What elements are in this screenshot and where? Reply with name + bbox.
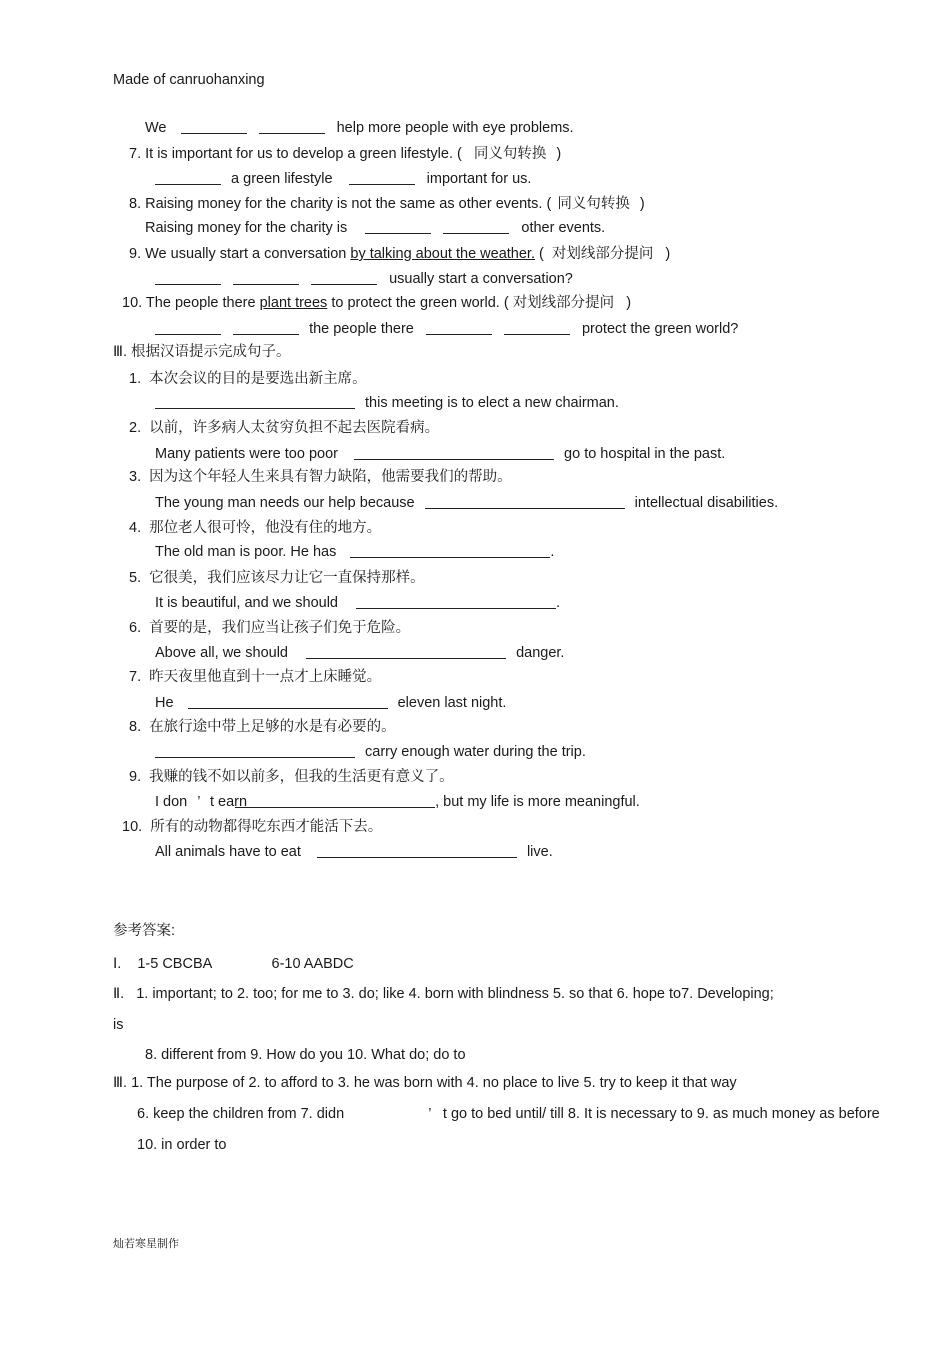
q10-close: ) <box>626 295 632 311</box>
answer-blank[interactable] <box>365 219 431 234</box>
item-zh: 因为这个年轻人生来具有智力缺陷，他需要我们的帮助。 <box>149 469 512 485</box>
answer-blank[interactable] <box>443 219 509 234</box>
s3-item6-en <box>155 644 564 662</box>
answers-text: t go to bed until/ till 8. It is necessary to 9. as much money as before <box>442 1106 880 1122</box>
s3-item10-zh <box>122 818 382 836</box>
item-pre: It is beautiful, and we should <box>155 595 338 611</box>
answer-blank[interactable] <box>356 594 556 609</box>
s3-item4-en <box>155 543 554 561</box>
s3-item9-en <box>155 793 640 811</box>
item-pre: I don <box>155 794 188 810</box>
item-zh: 那位老人很可怜，他没有住的地方。 <box>149 520 382 536</box>
item-post: danger. <box>516 645 565 661</box>
q8-text: 8. Raising money for the charity is not the same as other events. ( <box>129 196 552 212</box>
answer-blank[interactable] <box>155 743 355 758</box>
item-pre: All animals have to eat <box>155 844 301 860</box>
answers-heading: 参考答案: <box>113 923 176 939</box>
answers-text: 1-5 CBCBA <box>137 956 212 972</box>
answers-label: Ⅱ. <box>113 986 125 1002</box>
s3-item8-zh <box>129 718 396 736</box>
q10-pre: 10. The people there <box>122 295 260 311</box>
answers-text: 1. The purpose of 2. to afford to 3. he was born with 4. no place to live 5. try to keep it that way <box>131 1075 737 1091</box>
q7-note: 同义句转换 <box>473 146 547 162</box>
q10-line2 <box>155 320 738 338</box>
item-num: 5. <box>129 570 142 586</box>
answers-label: Ⅰ. <box>113 956 122 972</box>
q9-line2 <box>155 270 573 288</box>
s3-item7-en <box>155 694 506 712</box>
item-num: 8. <box>129 719 142 735</box>
item-zh: 我赚的钱不如以前多，但我的生活更有意义了。 <box>149 769 454 785</box>
answer-blank[interactable] <box>311 270 377 285</box>
q10-line2-mid: the people there <box>309 321 414 337</box>
s3-item3-zh <box>129 468 512 486</box>
q8-note: 同义句转换 <box>557 196 630 212</box>
answer-blank[interactable] <box>259 119 325 134</box>
answers-row3-line3: 10. in order to <box>137 1137 227 1153</box>
item-pre: Many patients were too poor <box>155 446 338 462</box>
s3-item1-zh <box>129 370 367 388</box>
item-num: 3. <box>129 469 142 485</box>
s3-item2-en <box>155 445 725 463</box>
item-num: 6. <box>129 620 142 636</box>
q10-post: to protect the green world. ( <box>327 295 509 311</box>
item-num: 4. <box>129 520 142 536</box>
answer-blank[interactable] <box>354 445 554 460</box>
answer-blank[interactable] <box>317 843 517 858</box>
answer-blank[interactable] <box>425 494 625 509</box>
answers-row2-cont: is <box>113 1017 124 1033</box>
q8-close: ) <box>639 196 645 212</box>
item-zh: 它很美，我们应该尽力让它一直保持那样。 <box>149 570 425 586</box>
item-post: eleven last night. <box>397 695 507 711</box>
item-post: . <box>556 595 561 611</box>
q9-close: ) <box>665 246 671 262</box>
section3-heading: Ⅲ. 根据汉语提示完成句子。 <box>113 344 291 360</box>
item-zh: 昨天夜里他直到十一点才上床睡觉。 <box>149 669 382 685</box>
q8-line2-pre: Raising money for the charity is <box>145 220 348 236</box>
item-pre2: t earn <box>210 794 248 810</box>
answers-text: 1. important; to 2. too; for me to 3. do; like 4. born with blindness 5. so that 6. hope to7. Developing; <box>136 986 774 1002</box>
s3-item5-en <box>155 594 560 612</box>
answer-blank[interactable] <box>155 320 221 335</box>
answers-row3-line2 <box>137 1105 880 1123</box>
s3-item3-en <box>155 494 778 512</box>
answers-row1 <box>113 955 354 973</box>
q7-line1 <box>129 145 561 163</box>
q6-line2 <box>145 119 574 137</box>
answers-text: 6-10 AABDC <box>271 956 354 972</box>
answer-blank[interactable] <box>349 170 415 185</box>
q9-mid: ( <box>534 246 544 262</box>
item-post: , but my life is more meaningful. <box>435 794 640 810</box>
answer-blank[interactable] <box>504 320 570 335</box>
q9-underlined: by talking about the weather. <box>350 246 535 262</box>
q7-line2 <box>155 170 531 188</box>
q10-line2-post: protect the green world? <box>581 321 739 337</box>
answers-row2-line2: 8. different from 9. How do you 10. What do; do to <box>145 1047 466 1063</box>
s3-item8-en <box>155 743 586 761</box>
item-post: . <box>550 544 555 560</box>
item-post: carry enough water during the trip. <box>365 744 586 760</box>
item-num: 1. <box>129 371 142 387</box>
answer-blank[interactable] <box>155 170 221 185</box>
page-footer: 灿若寒星制作 <box>113 1238 179 1250</box>
answers-row2 <box>113 985 774 1003</box>
q9-pre: 9. We usually start a conversation <box>129 246 351 262</box>
answers-apos: ’ <box>428 1106 431 1122</box>
q9-note: 对划线部分提问 <box>551 246 654 262</box>
item-pre: Above all, we should <box>155 645 288 661</box>
q9-line1 <box>129 245 670 263</box>
q10-note: 对划线部分提问 <box>512 295 615 311</box>
q8-line1 <box>129 195 645 213</box>
answer-blank[interactable] <box>235 793 435 808</box>
answer-blank[interactable] <box>426 320 492 335</box>
s3-item1-en <box>155 394 619 412</box>
answer-blank[interactable] <box>155 270 221 285</box>
item-zh: 所有的动物都得吃东西才能活下去。 <box>150 819 383 835</box>
item-post: go to hospital in the past. <box>564 446 726 462</box>
q10-underlined: plant trees <box>259 295 328 311</box>
item-zh: 在旅行途中带上足够的水是有必要的。 <box>149 719 396 735</box>
q7-line2-a: a green lifestyle <box>231 171 333 187</box>
answers-row3 <box>113 1074 737 1092</box>
item-zh: 首要的是，我们应当让孩子们免于危险。 <box>149 620 411 636</box>
answer-blank[interactable] <box>306 644 506 659</box>
item-num: 2. <box>129 420 142 436</box>
item-pre: The young man needs our help because <box>155 495 415 511</box>
answer-blank[interactable] <box>181 119 247 134</box>
s3-item6-zh <box>129 619 410 637</box>
s3-item9-zh <box>129 768 454 786</box>
answer-blank[interactable] <box>233 270 299 285</box>
item-zh: 以前，许多病人太贫穷负担不起去医院看病。 <box>149 420 440 436</box>
q7-line2-b: important for us. <box>426 171 532 187</box>
item-num: 7. <box>129 669 142 685</box>
q8-line2 <box>145 219 605 237</box>
item-post: this meeting is to elect a new chairman. <box>365 395 619 411</box>
page-header: Made of canruohanxing <box>113 72 265 88</box>
answer-blank[interactable] <box>233 320 299 335</box>
s3-item7-zh <box>129 668 381 686</box>
item-zh: 本次会议的目的是要选出新主席。 <box>149 371 367 387</box>
item-pre: The old man is poor. He has <box>155 544 337 560</box>
answer-blank[interactable] <box>350 543 550 558</box>
s3-item10-en <box>155 843 553 861</box>
answers-label: Ⅲ. <box>113 1075 128 1091</box>
answer-blank[interactable] <box>155 394 355 409</box>
answers-text: 6. keep the children from 7. didn <box>137 1106 345 1122</box>
s3-item4-zh <box>129 519 381 537</box>
q8-line2-post: other events. <box>521 220 606 236</box>
q6-pre: We <box>145 120 167 136</box>
s3-item5-zh <box>129 569 425 587</box>
item-num: 10. <box>122 819 143 835</box>
q6-post: help more people with eye problems. <box>336 120 574 136</box>
q9-line2-post: usually start a conversation? <box>389 271 573 287</box>
item-post: intellectual disabilities. <box>634 495 779 511</box>
s3-item2-zh <box>129 419 439 437</box>
q10-line1 <box>122 294 631 312</box>
answer-blank[interactable] <box>188 694 388 709</box>
item-pre: He <box>155 695 174 711</box>
item-apos: ’ <box>197 794 200 810</box>
item-post: live. <box>526 844 553 860</box>
q7-close: ) <box>556 146 562 162</box>
item-num: 9. <box>129 769 142 785</box>
q7-text: 7. It is important for us to develop a green lifestyle. ( <box>129 146 462 162</box>
